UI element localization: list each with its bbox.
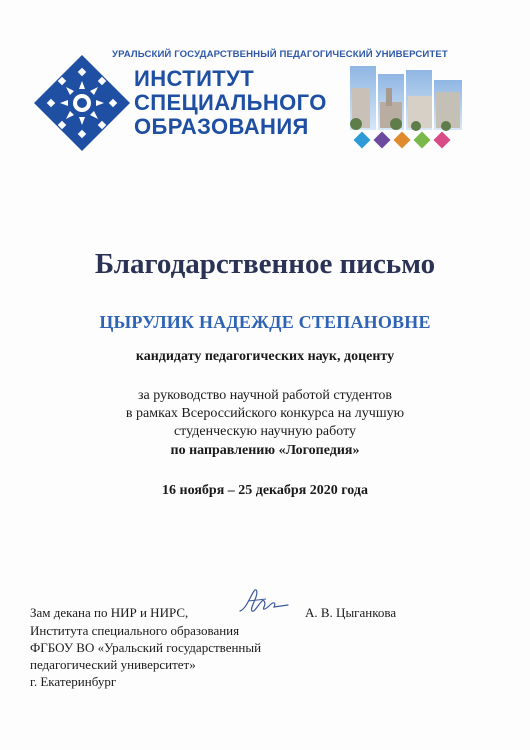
reason-line-3: студенческую научную работу xyxy=(173,424,357,439)
sun-diamond-logo-icon xyxy=(32,53,132,153)
letter-title: Благодарственное письмо xyxy=(94,248,436,280)
campus-photo-collage-icon xyxy=(350,66,462,152)
signatory-city: г. Екатеринбург xyxy=(30,674,117,689)
signatory-title-line-1: Зам декана по НИР и НИРС, xyxy=(30,605,189,620)
institute-name-line-2: СПЕЦИАЛЬНОГО xyxy=(134,90,327,115)
institute-name-line-3: ОБРАЗОВАНИЯ xyxy=(134,114,309,139)
university-name: УРАЛЬСКИЙ ГОСУДАРСТВЕННЫЙ ПЕДАГОГИЧЕСКИЙ УНИВЕРСИТЕТ xyxy=(112,49,448,60)
recipient-position: кандидату педагогических наук, доценту xyxy=(135,349,395,364)
signatory-title-line-4: педагогический университет» xyxy=(30,657,196,672)
signer-name: А. В. Цыганкова xyxy=(305,605,397,620)
reason-line-2: в рамках Всероссийского конкурса на лучшую xyxy=(125,406,405,421)
reason-line-1: за руководство научной работой студентов xyxy=(138,388,392,403)
signatory-title-line-3: ФГБОУ ВО «Уральский государственный xyxy=(30,640,262,655)
competition-dates: 16 ноября – 25 декабря 2020 года xyxy=(162,483,368,498)
handwritten-signature-icon xyxy=(236,585,292,619)
recipient-name: ЦЫРУЛИК НАДЕЖДЕ СТЕПАНОВНЕ xyxy=(99,312,431,332)
reason-line-4: по направлению «Логопедия» xyxy=(170,443,360,458)
institute-name-line-1: ИНСТИТУТ xyxy=(134,66,255,91)
signatory-title-line-2: Института специального образования xyxy=(30,623,240,638)
